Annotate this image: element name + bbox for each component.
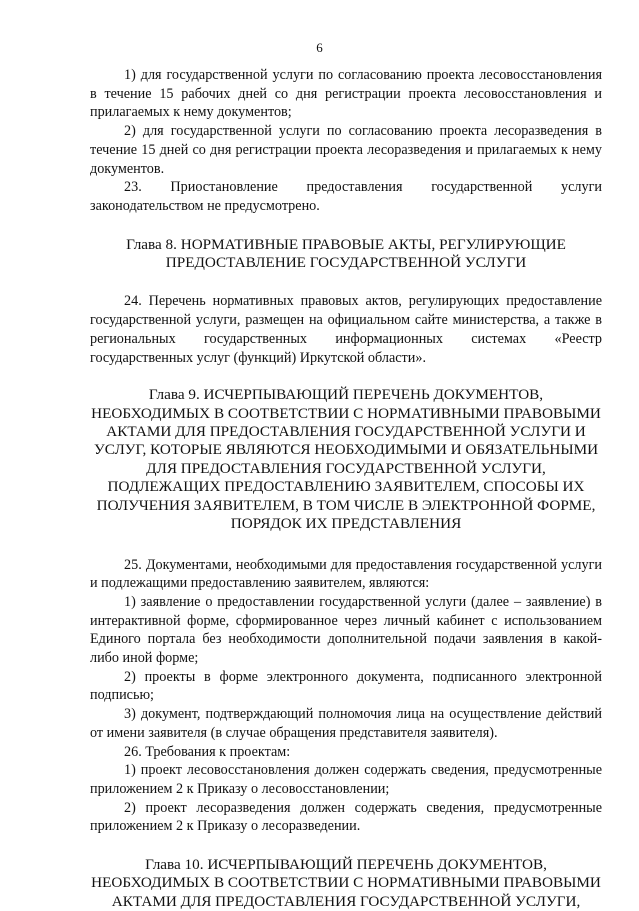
chapter-10-heading <box>90 856 602 911</box>
paragraph-26-item-2: 2) проект лесоразведения должен содержать сведения, предусмотренные приложением 2 к Приказу о лесоразведении. <box>90 799 602 835</box>
paragraph-25-item-3: 3) документ, подтверждающий полномочия лица на осуществление действий от имени заявителя (в случае обращения представителя заявителя). <box>90 706 602 741</box>
paragraph-26: 26. Требования к проектам: <box>124 743 291 760</box>
paragraph-25: 25. Документами, необходимыми для предоставления государственной услуги и подлежащими предоставлению заявителем, являются: <box>90 556 602 592</box>
heading-line: Глава 9. ИСЧЕРПЫВАЮЩИЙ ПЕРЕЧЕНЬ ДОКУМЕНТОВ, <box>148 386 544 404</box>
page-number: 6 <box>316 40 323 55</box>
paragraph-23: 23. Приостановление предоставления государственной услуги законодательством не предусмотрено. <box>90 179 602 214</box>
heading-line: УСЛУГ, КОТОРЫЕ ЯВЛЯЮТСЯ НЕОБХОДИМЫМИ И ОБЯЗАТЕЛЬНЫМИ <box>93 441 599 459</box>
heading-line: ПОРЯДОК ИХ ПРЕДСТАВЛЕНИЯ <box>230 515 462 533</box>
paragraph-25-item-1: 1) заявление о предоставлении государственной услуги (далее – заявление) в интерактивной форме, сформированное через личный кабинет с использованием Единого портала без необходимости дополнительной подачи заявления в какой-либо иной форме; <box>90 593 602 667</box>
paragraph-deadline-reforestation: 1) для государственной услуги по согласованию проекта лесовосстановления в течение 15 рабочих дней со дня регистрации проекта лесовосстановления и прилагаемых к нему документов; <box>90 67 602 121</box>
heading-line: ПОДЛЕЖАЩИХ ПРЕДОСТАВЛЕНИЮ ЗАЯВИТЕЛЕМ, СПОСОБЫ ИХ <box>107 478 585 496</box>
heading-line: ПРЕДОСТАВЛЕНИЕ ГОСУДАРСТВЕННОЙ УСЛУГИ <box>165 254 527 272</box>
chapter-8-heading <box>90 236 602 273</box>
paragraph-25-item-2: 2) проекты в форме электронного документа, подписанного электронной подписью; <box>90 668 602 704</box>
heading-line: АКТАМИ ДЛЯ ПРЕДОСТАВЛЕНИЯ ГОСУДАРСТВЕННОЙ УСЛУГИ, <box>111 892 581 910</box>
heading-line: ДЛЯ ПРЕДОСТАВЛЕНИЯ ГОСУДАРСТВЕННОЙ УСЛУГИ, <box>146 459 546 477</box>
heading-line: НЕОБХОДИМЫХ В СООТВЕТСТВИИ С НОРМАТИВНЫМИ ПРАВОВЫМИ <box>91 404 601 422</box>
heading-line: НЕОБХОДИМЫХ В СООТВЕТСТВИИ С НОРМАТИВНЫМИ ПРАВОВЫМИ <box>91 874 601 892</box>
heading-line: Глава 8. НОРМАТИВНЫЕ ПРАВОВЫЕ АКТЫ, РЕГУЛИРУЮЩИЕ <box>126 235 566 253</box>
heading-line: АКТАМИ ДЛЯ ПРЕДОСТАВЛЕНИЯ ГОСУДАРСТВЕННОЙ УСЛУГИ И <box>106 423 586 441</box>
heading-line: ПОЛУЧЕНИЯ ЗАЯВИТЕЛЕМ, В ТОМ ЧИСЛЕ В ЭЛЕКТРОННОЙ ФОРМЕ, <box>96 496 596 514</box>
paragraph-26-item-1: 1) проект лесовосстановления должен содержать сведения, предусмотренные приложением 2 к Приказу о лесовосстановлении; <box>90 762 602 797</box>
chapter-9-heading <box>90 386 602 533</box>
heading-line: Глава 10. ИСЧЕРПЫВАЮЩИЙ ПЕРЕЧЕНЬ ДОКУМЕНТОВ, <box>145 856 547 874</box>
document-body <box>90 66 602 911</box>
paragraph-deadline-afforestation: 2) для государственной услуги по согласованию проекта лесоразведения в течение 15 дней со дня регистрации проекта лесоразведения и прилагаемых к нему документов. <box>90 123 602 177</box>
paragraph-24: 24. Перечень нормативных правовых актов, регулирующих предоставление государственной услуги, размещен на официальном сайте министерства, а также в региональных государственных информационных системах «Реестр государственных услуг (функций) Иркутской области». <box>90 293 602 366</box>
